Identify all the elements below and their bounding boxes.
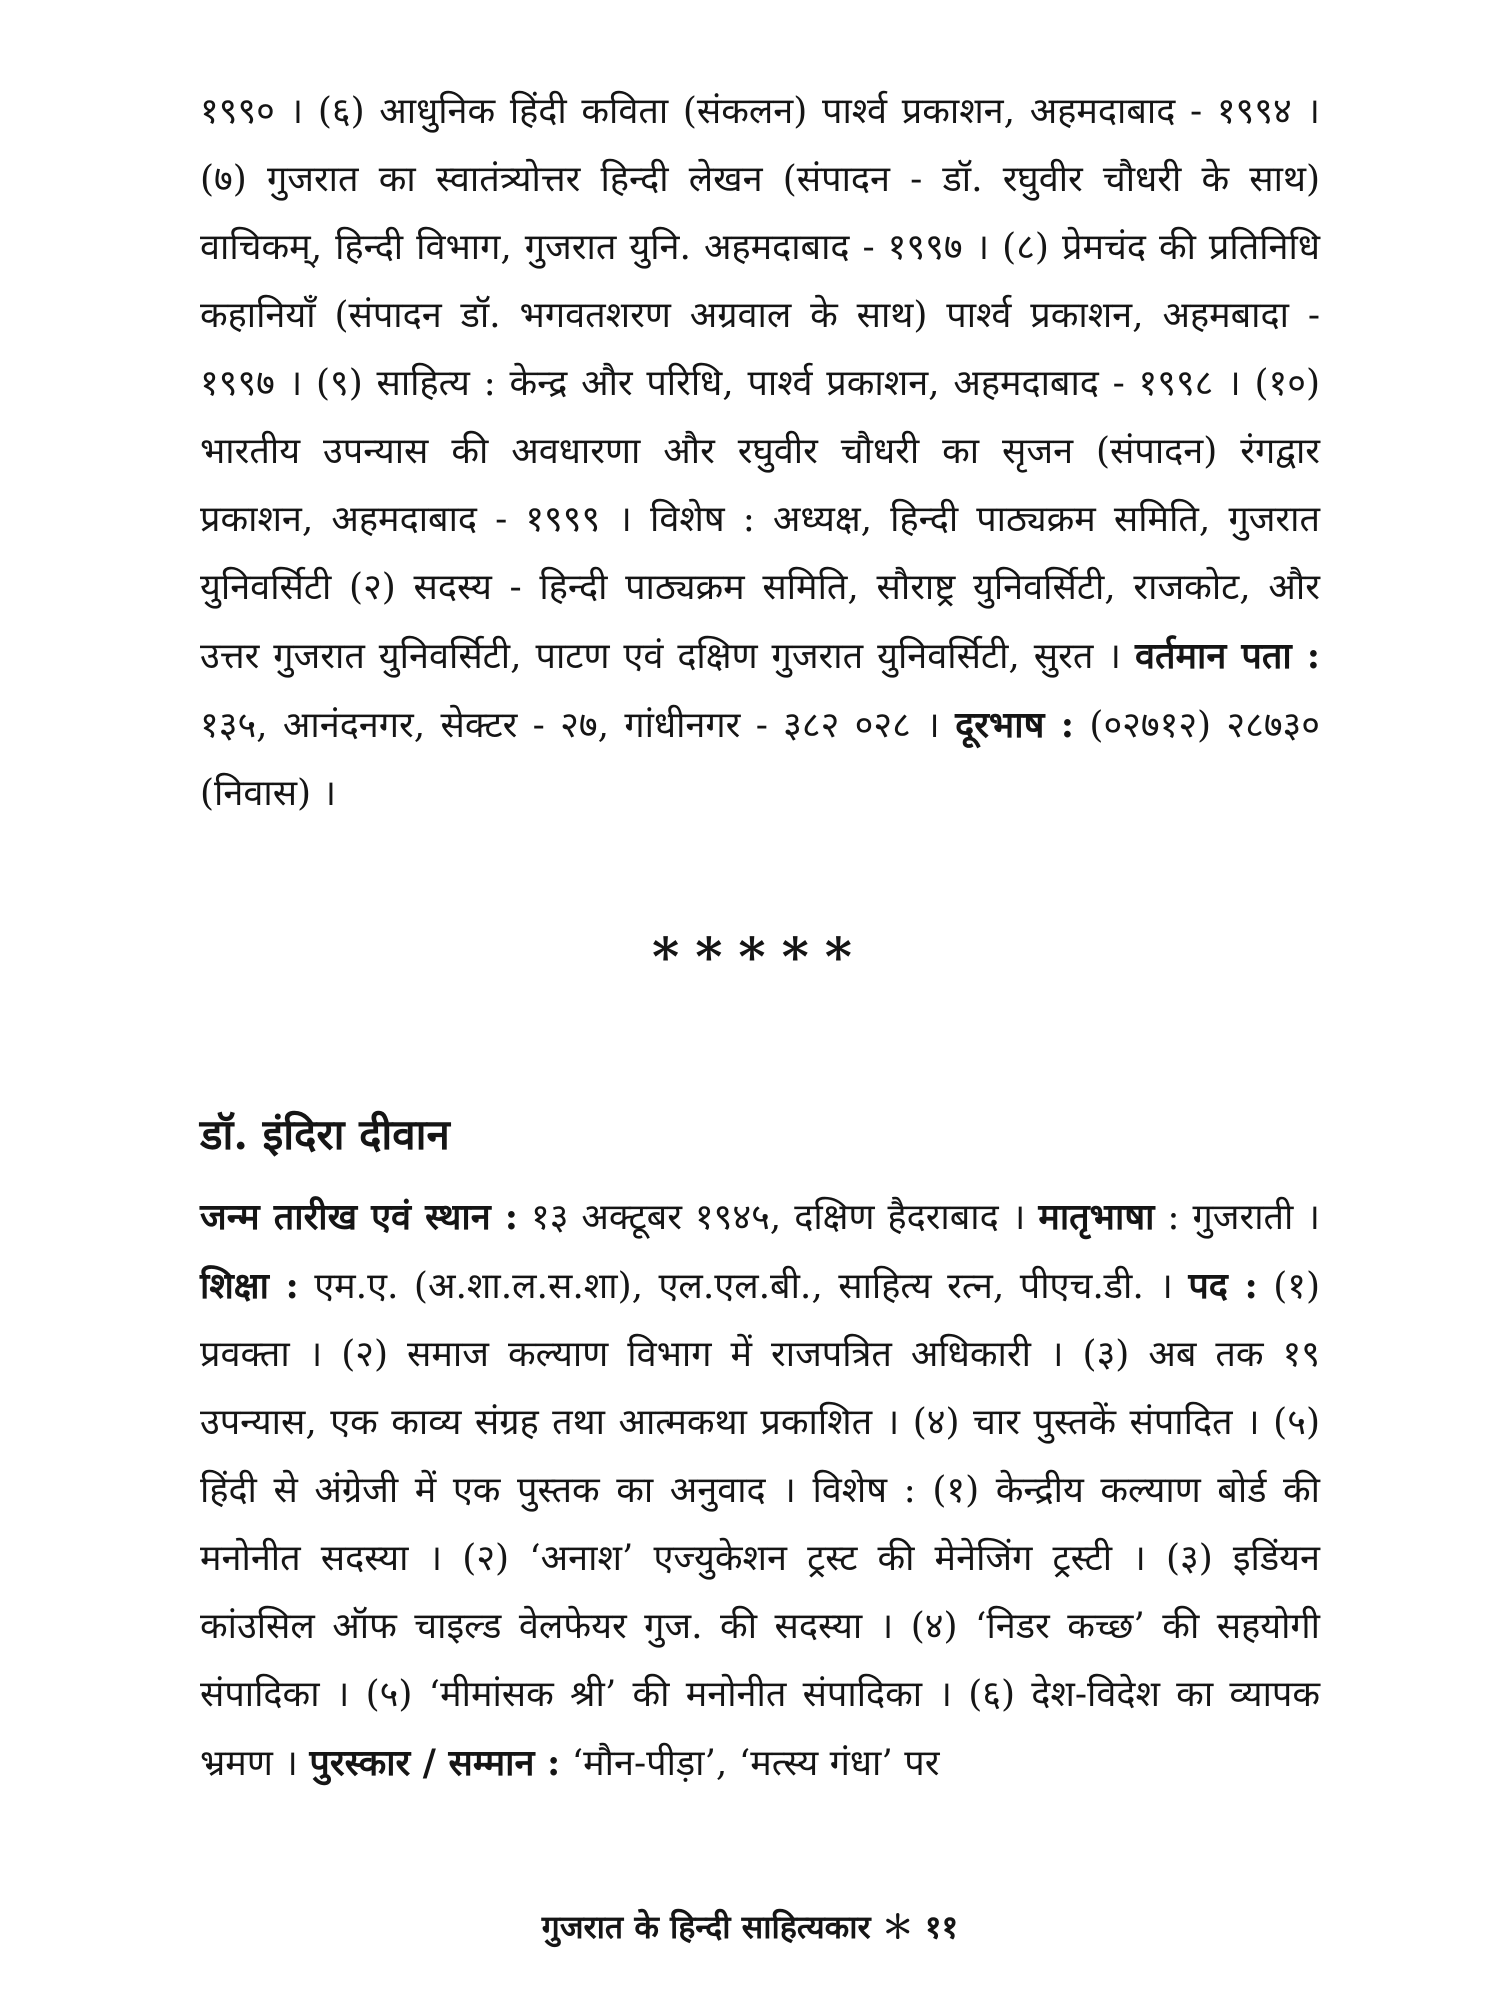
biography-paragraph-continued <box>200 78 1320 828</box>
publications-text: १९९० । (६) आधुनिक हिंदी कविता (संकलन) पार्श्व प्रकाशन, अहमदाबाद - १९९४ । (७) गुजरात का स्वातंत्र्योत्तर हिन्दी लेखन (संपादन - डॉ. रघुवीर चौधरी के साथ) वाचिकम्, हिन्दी विभाग, गुजरात युनि. अहमदाबाद - १९९७ । (८) प्रेमचंद की प्रतिनिधि कहानियाँ (संपादन डॉ. भगवतशरण अग्रवाल के साथ) पार्श्व प्रकाशन, अहमबादा - १९९७ । (९) साहित्य : केन्द्र और परिधि, पार्श्व प्रकाशन, अहमदाबाद - १९९८ । (१०) भारतीय उपन्यास की अवधारणा और रघुवीर चौधरी का सृजन (संपादन) रंगद्वार प्रकाशन, अहमदाबाद - १९९९ । विशेष : अध्यक्ष, हिन्दी पाठ्यक्रम समिति, गुजरात युनिवर्सिटी (२) सदस्य - हिन्दी पाठ्यक्रम समिति, सौराष्ट्र युनिवर्सिटी, राजकोट, और उत्तर गुजरात युनिवर्सिटी, पाटण एवं दक्षिण गुजरात युनिवर्सिटी, सुरत । <box>200 91 1320 677</box>
birth-label: जन्म तारीख एवं स्थान : <box>200 1196 519 1238</box>
post-label: पद : <box>1188 1265 1258 1307</box>
birth-text: १३ अक्टूबर १९४५, दक्षिण हैदराबाद । <box>518 1197 1039 1238</box>
author-heading: डॉ. इंदिरा दीवान <box>200 1110 450 1159</box>
education-label: शिक्षा : <box>200 1265 299 1307</box>
mother-tongue-label: मातृभाषा <box>1038 1196 1155 1238</box>
address-text: १३५, आनंदनगर, सेक्टर - २७, गांधीनगर - ३८२ ०२८ । <box>200 705 956 746</box>
mother-tongue-text: : गुजराती । <box>1154 1197 1320 1238</box>
section-separator: ***** <box>652 927 868 988</box>
address-label: वर्तमान पता : <box>1134 635 1321 677</box>
phone-label: दूरभाष : <box>955 704 1075 746</box>
biography-paragraph <box>200 1183 1320 1798</box>
education-text: एम.ए. (अ.शा.ल.स.शा), एल.एल.बी., साहित्य रत्न, पीएच.डी. । <box>298 1266 1189 1307</box>
page-content <box>200 78 1320 1798</box>
post-text: (१) प्रवक्ता । (२) समाज कल्याण विभाग में राजपत्रित अधिकारी । (३) अब तक १९ उपन्यास, एक काव्य संग्रह तथा आत्मकथा प्रकाशित । (४) चार पुस्तकें संपादित । (५) हिंदी से अंग्रेजी में एक पुस्तक का अनुवाद । विशेष : (१) केन्द्रीय कल्याण बोर्ड की मनोनीत सदस्या । (२) ‘अनाश’ एज्युकेशन ट्रस्ट की मेनेजिंग ट्रस्टी । (३) इडिंयन कांउसिल ऑफ चाइल्ड वेलफेयर गुज. की सदस्या । (४) ‘निडर कच्छ’ की सहयोगी संपादिका । (५) ‘मीमांसक श्री’ की मनोनीत संपादिका । (६) देश-विदेश का व्यापक भ्रमण । <box>200 1266 1321 1784</box>
award-text: ‘मौन-पीड़ा’, ‘मत्स्य गंधा’ पर <box>560 1743 940 1784</box>
page-footer: गुजरात के हिन्दी साहित्यकार ＊ ११ <box>541 1908 959 1946</box>
award-label: पुरस्कार / सम्मान : <box>309 1742 561 1784</box>
phone-text: (०२७१२) २८७३० (निवास) । <box>200 705 1320 814</box>
